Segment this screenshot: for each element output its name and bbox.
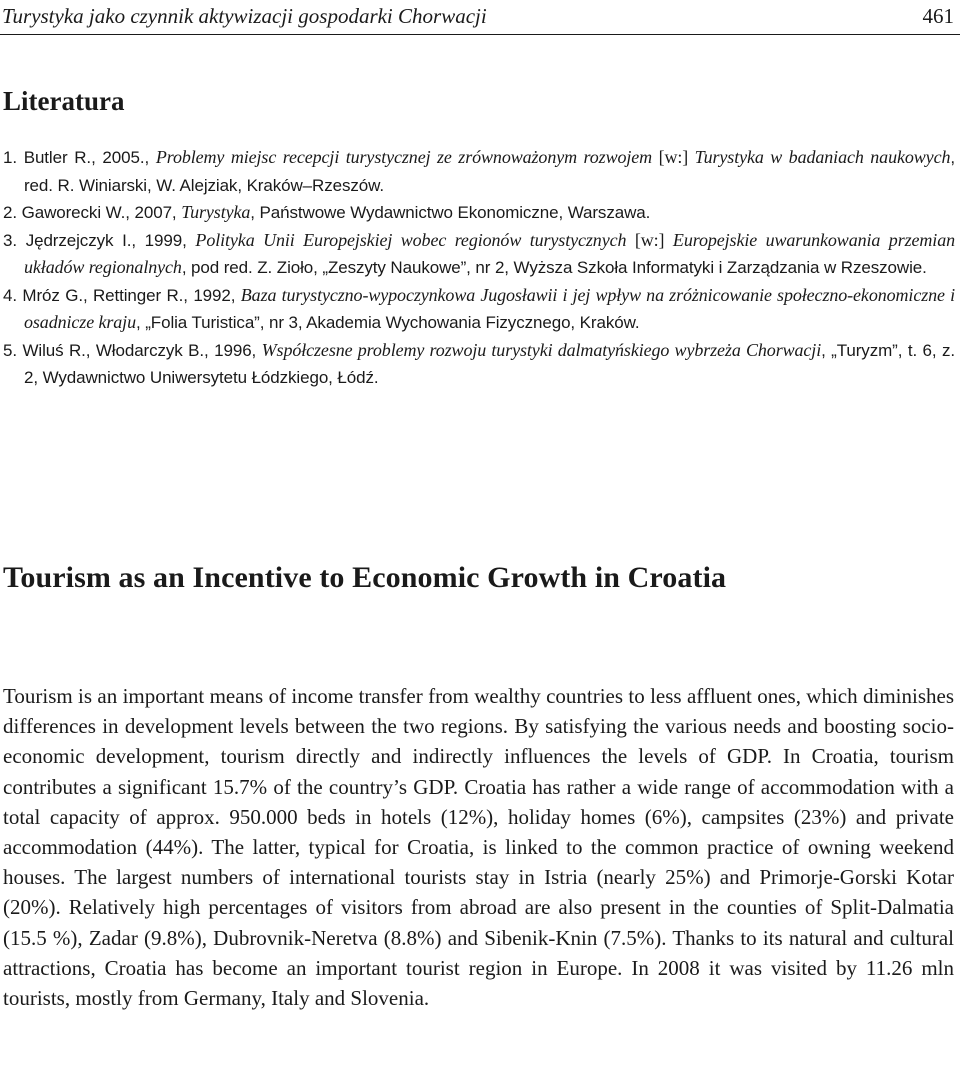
reference-title: Problemy miejsc recepcji turystycznej ze zrównoważonym rozwojem: [155, 147, 653, 167]
reference-number: 5.: [3, 340, 17, 360]
reference-year: , 2007,: [125, 203, 182, 222]
reference-item: [3, 144, 955, 199]
header-rule: [0, 34, 960, 35]
reference-item: [3, 199, 955, 227]
reference-publisher: , „Folia Turistica”, nr 3, Akademia Wychowania Fizycznego, Kraków.: [136, 313, 640, 332]
reference-year: , 1999,: [131, 230, 196, 250]
abstract-paragraph: Tourism is an important means of income transfer from wealthy countries to less affluent ones, which diminishes differences in development levels between the two regions. By satisfying the various needs and boosting socio-economic development, tourism directly and indirectly influences the levels of GDP. In Croatia, tourism contributes a significant 15.7% of the country’s GDP. Croatia has rather a wide range of accommodation with a total capacity of approx. 950.000 beds in hotels (12%), holiday homes (6%), campsites (23%) and private accommodation (44%). The latter, typical for Croatia, is linked to the common practice of owning weekend houses. The largest numbers of international tourists stay in Istria (nearly 25%) and Primorje-Gorski Kotar (20%). Relatively high percentages of visitors from abroad are also present in the counties of Split-Dalmatia (15.5 %), Zadar (9.8%), Dubrovnik-Neretva (8.8%) and Sibenik-Knin (7.5%). Thanks to its natural and cultural attractions, Croatia has become an important tourist region in Europe. In 2008 it was visited by 11.26 mln tourists, mostly from Germany, Italy and Slovenia.: [3, 684, 954, 1011]
reference-publisher: , „Turyzm”, t. 6, z. 2, Wydawnictwo Uniwersytetu Łódzkiego, Łódź.: [24, 340, 955, 387]
reference-number: 2.: [3, 203, 17, 222]
reference-authors: Wiluś R., Włodarczyk B.: [22, 340, 205, 360]
reference-year: , 1996,: [204, 340, 262, 360]
reference-source-title: Europejskie uwarunkowania przemian układów regionalnych: [24, 229, 955, 277]
reference-year: , 2005.,: [91, 148, 156, 167]
article-title: Tourism as an Incentive to Economic Growth in Croatia: [3, 561, 727, 594]
reference-item: [3, 282, 955, 337]
reference-number: 3.: [3, 230, 17, 250]
reference-title: Polityka Unii Europejskiej wobec regionów turystycznych: [195, 229, 627, 250]
reference-authors: Gaworecki W.: [21, 203, 126, 222]
reference-connector: [w:]: [652, 147, 695, 167]
reference-item: [3, 227, 955, 282]
reference-title: Baza turystyczno-wypoczynkowa Jugosławii i jej wpływ na zróżnicowanie społeczno-ekonomiczne i osadnicze kraju: [24, 284, 955, 332]
reference-connector: [w:]: [626, 229, 673, 250]
running-head: [2, 2, 954, 32]
reference-publisher: , Państwowe Wydawnictwo Ekonomiczne, Warszawa.: [250, 203, 651, 222]
reference-item: [3, 337, 955, 392]
reference-publisher: , pod red. Z. Zioło, „Zeszyty Naukowe”, nr 2, Wyższa Szkoła Informatyki i Zarządzania w Rzeszowie.: [181, 258, 927, 277]
reference-title: Współczesne problemy rozwoju turystyki dalmatyńskiego wybrzeża Chorwacji: [261, 339, 822, 360]
reference-authors: Mróz G., Rettinger R.: [22, 285, 184, 305]
reference-number: 4.: [3, 285, 17, 305]
reference-source-title: Turystyka w badaniach naukowych: [694, 147, 951, 167]
reference-list: [3, 144, 955, 392]
reference-year: , 1992,: [183, 285, 241, 305]
running-title: Turystyka jako czynnik aktywizacji gospodarki Chorwacji: [2, 4, 487, 28]
reference-authors: Butler R.: [23, 148, 92, 167]
reference-title: Turystyka: [181, 202, 251, 222]
reference-number: 1.: [3, 148, 17, 167]
reference-publisher: , red. R. Winiarski, W. Alejziak, Kraków–Rzeszów.: [24, 148, 955, 195]
literature-heading: Literatura: [3, 86, 125, 116]
reference-authors: Jędrzejczyk I.: [25, 230, 132, 250]
page-number: 461: [922, 4, 954, 28]
